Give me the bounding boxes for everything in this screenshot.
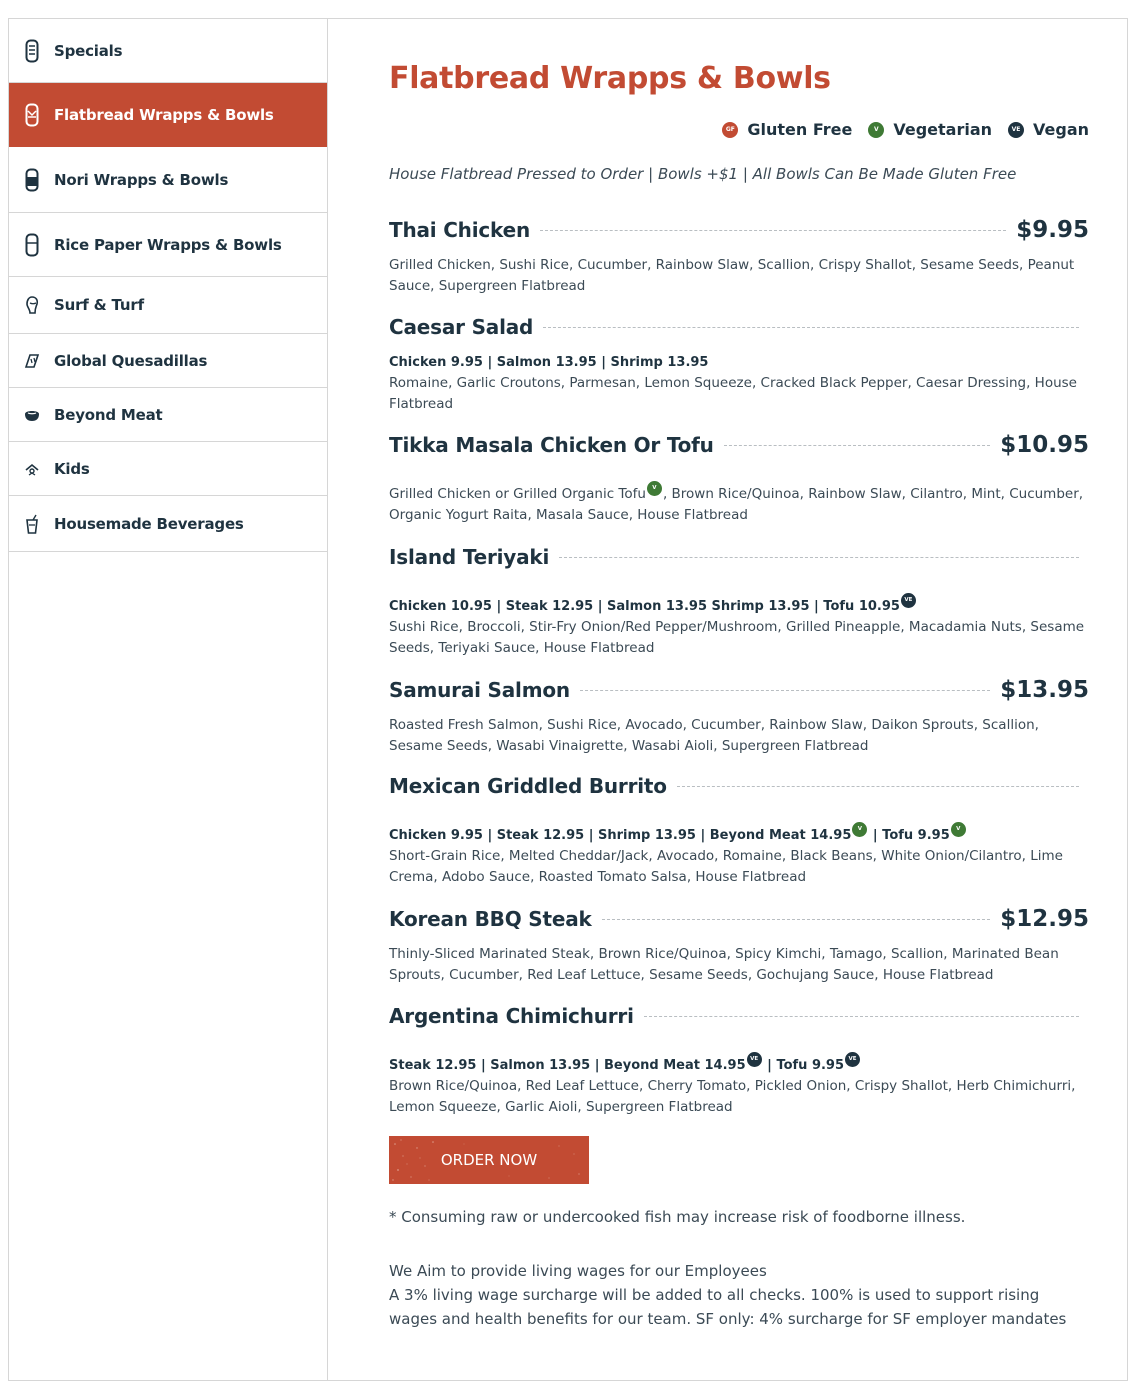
menu-frame <box>8 18 1128 1381</box>
menu-item <box>389 1001 1089 1118</box>
sidebar-item-flatbread[interactable] <box>9 83 327 147</box>
menu-item <box>389 215 1089 297</box>
legend-label: Vegetarian <box>893 120 992 139</box>
gluten-free-badge-icon: GF <box>722 122 738 138</box>
menu-item-description: Roasted Fresh Salmon, Sushi Rice, Avocado, Cucumber, Rainbow Slaw, Daikon Sprouts, Scallion, Sesame Seeds, Wasabi Vinaigrette, Wasabi Aioli, Supergreen Flatbread <box>389 717 1039 754</box>
category-sidebar <box>9 19 328 1380</box>
beverage-cup-icon <box>23 512 41 536</box>
menu-item-description: Short-Grain Rice, Melted Cheddar/Jack, Avocado, Romaine, Black Beans, White Onion/Cilantro, Lime Crema, Adobo Sauce, Roasted Tomato Salsa, House Flatbread <box>389 848 1063 886</box>
order-now-button[interactable] <box>389 1136 589 1184</box>
dotted-leader <box>540 230 1006 231</box>
raw-fish-disclaimer: * Consuming raw or undercooked fish may increase risk of foodborne illness. <box>389 1208 966 1226</box>
legend-vegan <box>1008 120 1089 139</box>
section-subtitle: House Flatbread Pressed to Order | Bowls +$1 | All Bowls Can Be Made Gluten Free <box>389 165 1017 183</box>
menu-item-price: $10.95 <box>1000 432 1089 458</box>
nori-wrap-icon <box>23 168 41 192</box>
sidebar-item-label: Beyond Meat <box>54 405 163 424</box>
dotted-leader <box>602 919 991 920</box>
surf-turf-icon <box>23 293 41 317</box>
menu-item <box>389 771 1089 888</box>
dotted-leader <box>677 786 1079 787</box>
vegan-badge-icon: VE <box>845 1052 860 1067</box>
menu-item-name: Tikka Masala Chicken Or Tofu <box>389 433 714 457</box>
quesadilla-icon <box>23 349 41 373</box>
rice-paper-wrap-icon <box>23 233 41 257</box>
legend-gluten-free <box>722 120 852 139</box>
menu-item-name: Caesar Salad <box>389 315 534 339</box>
options-text: | Tofu 9.95 <box>868 828 950 843</box>
vegetarian-badge-icon: V <box>951 822 966 837</box>
sidebar-item-surf-turf[interactable] <box>9 277 327 334</box>
sidebar-item-specials[interactable] <box>9 19 327 83</box>
menu-item-description: Brown Rice/Quinoa, Red Leaf Lettuce, Cherry Tomato, Pickled Onion, Crispy Shallot, Herb Chimichurri, Lemon Squeeze, Garlic Aioli, Supergreen Flatbread <box>389 1078 1076 1116</box>
sidebar-item-label: Global Quesadillas <box>54 351 208 370</box>
menu-item-header <box>389 1001 1089 1031</box>
sidebar-item-beyond-meat[interactable] <box>9 388 327 442</box>
order-now-label: ORDER NOW <box>440 1151 538 1169</box>
menu-item-description <box>389 484 1089 526</box>
menu-item-description: Romaine, Garlic Croutons, Parmesan, Lemon Squeeze, Cracked Black Pepper, Caesar Dressing, House Flatbread <box>389 375 1077 412</box>
options-text: Steak 12.95 | Salmon 13.95 | Beyond Meat 14.95 <box>389 1058 746 1073</box>
sidebar-item-kids[interactable] <box>9 442 327 496</box>
kids-icon <box>23 457 41 481</box>
menu-item-header <box>389 904 1089 934</box>
page-title: Flatbread Wrapps & Bowls <box>389 61 831 96</box>
menu-item-header <box>389 215 1089 245</box>
dotted-leader <box>724 445 991 446</box>
legend-vegetarian <box>868 120 992 139</box>
menu-item-price: $13.95 <box>1000 677 1089 703</box>
wage-heading: We Aim to provide living wages for our Employees <box>389 1262 767 1280</box>
menu-item-price: $9.95 <box>1016 217 1089 243</box>
dietary-legend <box>706 120 1089 139</box>
wrap-icon <box>23 39 41 63</box>
flatbread-wrap-icon <box>23 103 41 127</box>
options-text: Chicken 9.95 | Steak 12.95 | Shrimp 13.95 | Beyond Meat 14.95 <box>389 828 852 843</box>
options-text: Chicken 10.95 | Steak 12.95 | Salmon 13.95 Shrimp 13.95 | Tofu 10.95 <box>389 599 900 614</box>
sidebar-item-label: Kids <box>54 459 90 478</box>
menu-item-name: Samurai Salmon <box>389 678 570 702</box>
description-text: , Brown Rice/Quinoa, Rainbow Slaw, Cilantro, Mint, Cucumber, Organic Yogurt Raita, Masala Sauce, House Flatbread <box>389 486 1084 524</box>
menu-item-options <box>389 825 1089 846</box>
menu-item-header <box>389 675 1089 705</box>
menu-item <box>389 675 1089 757</box>
menu-item-description: Thinly-Sliced Marinated Steak, Brown Rice/Quinoa, Spicy Kimchi, Tamago, Scallion, Marinated Bean Sprouts, Cucumber, Red Leaf Lettuce, Sesame Seeds, Gochujang Sauce, House Flatbread <box>389 946 1059 983</box>
sidebar-item-beverages[interactable] <box>9 496 327 552</box>
menu-content <box>389 19 1089 1380</box>
menu-item-options <box>389 596 1089 617</box>
sidebar-item-nori[interactable] <box>9 147 327 213</box>
menu-item-name: Thai Chicken <box>389 218 530 242</box>
sidebar-item-label: Nori Wrapps & Bowls <box>54 170 229 189</box>
options-text: | Tofu 9.95 <box>762 1058 845 1073</box>
menu-item <box>389 430 1089 526</box>
sidebar-item-rice-paper[interactable] <box>9 213 327 277</box>
dotted-leader <box>580 690 990 691</box>
menu-item-options <box>389 1055 1089 1076</box>
dotted-leader <box>543 327 1079 328</box>
menu-item-name: Mexican Griddled Burrito <box>389 774 667 798</box>
menu-item-header <box>389 542 1089 572</box>
menu-item-header <box>389 771 1089 801</box>
legend-label: Gluten Free <box>747 120 853 139</box>
menu-item-price: $12.95 <box>1000 906 1089 932</box>
dotted-leader <box>644 1016 1079 1017</box>
menu-item <box>389 312 1089 415</box>
menu-item <box>389 904 1089 986</box>
sidebar-item-label: Specials <box>54 41 123 60</box>
menu-item-name: Island Teriyaki <box>389 545 550 569</box>
vegan-badge-icon: VE <box>1008 122 1024 138</box>
menu-item <box>389 542 1089 659</box>
description-text: Grilled Chicken or Grilled Organic Tofu <box>389 486 646 502</box>
sidebar-item-label: Housemade Beverages <box>54 514 244 533</box>
sidebar-item-quesadillas[interactable] <box>9 334 327 388</box>
legend-label: Vegan <box>1033 120 1089 139</box>
menu-item-description: Grilled Chicken, Sushi Rice, Cucumber, Rainbow Slaw, Scallion, Crispy Shallot, Sesame Seeds, Peanut Sauce, Supergreen Flatbread <box>389 257 1075 294</box>
sidebar-item-label: Rice Paper Wrapps & Bowls <box>54 235 282 254</box>
vegetarian-badge-icon: V <box>852 822 867 837</box>
menu-item-name: Korean BBQ Steak <box>389 907 592 931</box>
menu-item-options: Chicken 9.95 | Salmon 13.95 | Shrimp 13.95 <box>389 355 709 370</box>
beyond-meat-icon <box>23 403 41 427</box>
vegetarian-badge-icon: V <box>647 481 662 496</box>
menu-item-description: Sushi Rice, Broccoli, Stir-Fry Onion/Red Pepper/Mushroom, Grilled Pineapple, Macadamia Nuts, Sesame Seeds, Teriyaki Sauce, House Flatbread <box>389 619 1085 657</box>
sidebar-item-label: Flatbread Wrapps & Bowls <box>54 105 274 124</box>
vegan-badge-icon: VE <box>747 1052 762 1067</box>
menu-item-header <box>389 430 1089 460</box>
dotted-leader <box>559 557 1079 558</box>
sidebar-item-label: Surf & Turf <box>54 296 144 314</box>
menu-item-header <box>389 312 1089 342</box>
menu-item-name: Argentina Chimichurri <box>389 1004 634 1028</box>
vegetarian-badge-icon: V <box>868 122 884 138</box>
wage-surcharge-text: A 3% living wage surcharge will be added to all checks. 100% is used to support rising wages and health benefits for our team. SF only: 4% surcharge for SF employer mandates <box>389 1286 1067 1328</box>
vegan-badge-icon: VE <box>901 593 916 608</box>
